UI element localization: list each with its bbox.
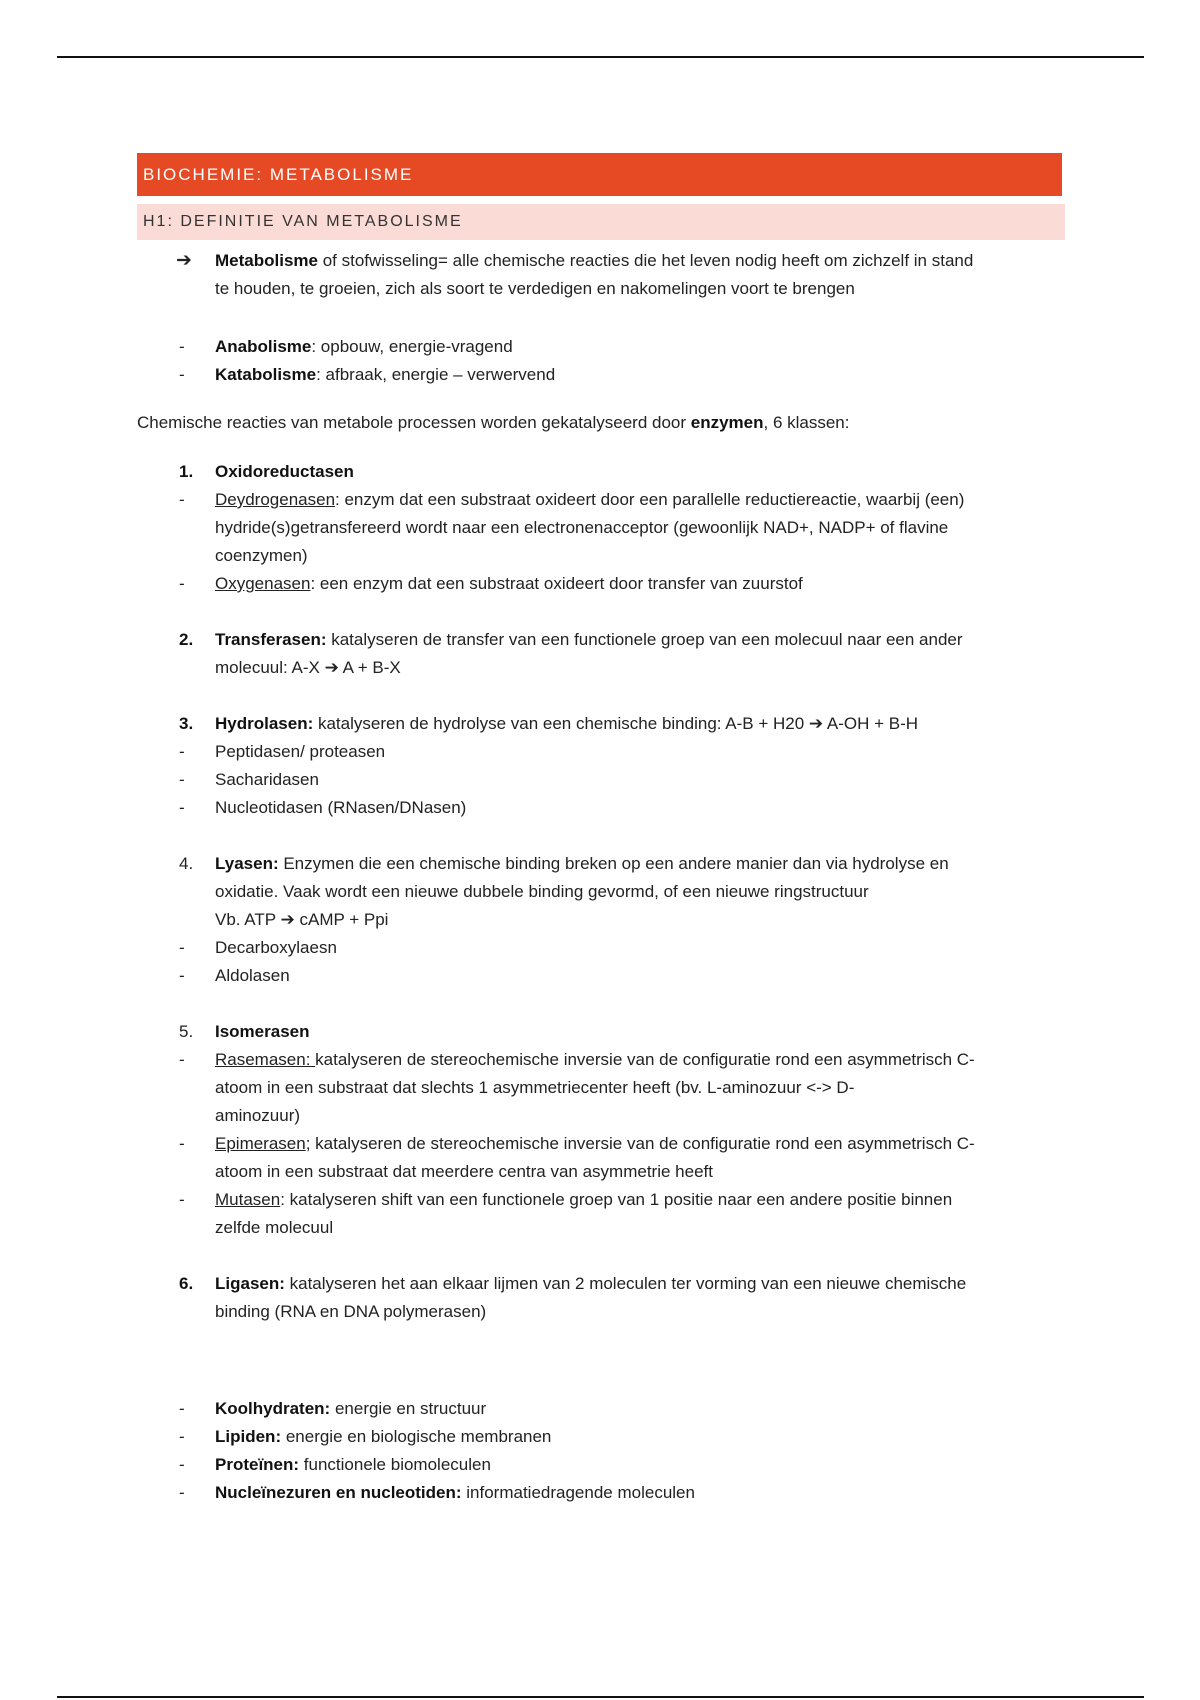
list-item: - Decarboxylaesn bbox=[179, 938, 337, 957]
list-item: - Proteïnen: functionele biomoleculen bbox=[179, 1455, 491, 1474]
list-item: - Nucleïnezuren en nucleotiden: informatiedragende moleculen bbox=[179, 1483, 695, 1502]
term: Metabolisme bbox=[215, 251, 318, 270]
class-heading: 4. Lyasen: Enzymen die een chemische binding breken op een andere manier dan via hydrolyse en bbox=[179, 854, 949, 873]
list-item: - Koolhydraten: energie en structuur bbox=[179, 1399, 487, 1418]
list-item: - Oxygenasen: een enzym dat een substraat oxideert door transfer van zuurstof bbox=[179, 574, 803, 593]
document-title: BIOCHEMIE: METABOLISME bbox=[137, 153, 1065, 196]
class-heading: 1. Oxidoreductasen bbox=[179, 462, 354, 481]
list-item: - Anabolisme: opbouw, energie-vragend bbox=[179, 337, 513, 356]
list-item: - Nucleotidasen (RNasen/DNasen) bbox=[179, 798, 467, 817]
document-body: BIOCHEMIE: METABOLISME H1: DEFINITIE VAN METABOLISME ➔ Metabolisme of stofwisseling= alle chemische reacties die het leven nodig heeft om zichzelf in stand te houden, te groeien, zich als soort te verdedigen en nakomelingen voort te brengen - Anabolisme: opbouw, energie-vragend - Katabolisme: afbraak, energie – verwervend Chemische reacties van metabole processen worden gekatalyseerd door enzymen, 6 klassen: 1. Oxidoreductasen - Deydrogenasen: enzym dat een substraat oxideert door een parallelle reductiereactie, waarbij (een) hydride(s)getransfereerd wordt naar een electronenacceptor (gewoonlijk NAD+, NADP+ of flavine coenzymen) - Oxygenasen: een enzym dat een substraat oxideert door transfer van zuurstof 2. Transferasen: katalyseren de transfer van een functionele groep van een molecuul naar een ander molecuul: A-X ➔ A + B-X 3. Hydrolasen: katalyseren de hydrolyse van een chemische binding: A-B + H20 ➔ A-OH + B-H - Peptidasen/ proteasen - Sacharidasen - Nucleotidasen (RNasen/DNasen) 4. Lyasen: Enzymen die een chemische binding breken op een andere manier dan via hydrolyse en oxidatie. Vaak wordt een nieuwe dubbele binding gevormd, of een nieuwe ringstructuur Vb. ATP ➔ cAMP + Ppi - Decarboxylaesn - Aldolasen 5. Isomerasen - Rasemasen: katalyseren de stereochemische inversie van de configuratie rond een asymmetrisch C- atoom in een substraat dat slechts 1 asymmetriecenter heeft (bv. L-aminozuur <-> D- aminozuur) - Epimerasen; katalyseren de stereochemische inversie van de configuratie rond een asymmetrisch C- atoom in een substraat dat meerdere centra van asymmetrie heeft - Mutasen: katalyseren shift van een functionele groep van 1 positie naar een andere positie binnen zelfde molecuul 6. Ligasen: katalyseren het aan elkaar lijmen van 2 moleculen ter vorming van een nieuwe chemische binding (RNA en DNA polymerasen) - Koolhydraten: energie en structuur - Lipiden: energie en biologische membranen - Proteïnen: functionele biomoleculen - Nucleïnezuren en nucleotiden: informatiedragende moleculen bbox=[137, 153, 1065, 1507]
list-item: - Sacharidasen bbox=[179, 770, 319, 789]
definition-metabolisme: ➔ Metabolisme of stofwisseling= alle chemische reacties die het leven nodig heeft om zichzelf in stand bbox=[137, 247, 1065, 275]
list-item: - Deydrogenasen: enzym dat een substraat oxideert door een parallelle reductiereactie, waarbij (een) bbox=[179, 490, 965, 509]
header-rule bbox=[57, 56, 1144, 58]
class-heading: 3. Hydrolasen: katalyseren de hydrolyse van een chemische binding: A-B + H20 ➔ A-OH + B-H bbox=[179, 714, 919, 733]
chapter-heading: H1: DEFINITIE VAN METABOLISME bbox=[137, 204, 1065, 240]
list-item: - Mutasen: katalyseren shift van een functionele groep van 1 positie naar een andere positie binnen bbox=[179, 1190, 953, 1209]
definition-continued: te houden, te groeien, zich als soort te verdedigen en nakomelingen voort te brengen bbox=[215, 279, 855, 298]
arrow-bullet-icon: ➔ bbox=[176, 250, 192, 271]
footer-rule bbox=[57, 1696, 1144, 1698]
list-item: - Peptidasen/ proteasen bbox=[179, 742, 386, 761]
list-item: - Epimerasen; katalyseren de stereochemische inversie van de configuratie rond een asymmetrisch C- bbox=[179, 1134, 975, 1153]
enzymes-intro: Chemische reacties van metabole processen worden gekatalyseerd door enzymen, 6 klassen: bbox=[137, 413, 850, 432]
list-item: - Aldolasen bbox=[179, 966, 290, 985]
list-item: - Lipiden: energie en biologische membranen bbox=[179, 1427, 552, 1446]
class-heading: 6. Ligasen: katalyseren het aan elkaar lijmen van 2 moleculen ter vorming van een nieuwe chemische bbox=[179, 1274, 967, 1293]
class-heading: 5. Isomerasen bbox=[179, 1022, 310, 1041]
list-item: - Rasemasen: katalyseren de stereochemische inversie van de configuratie rond een asymmetrisch C- bbox=[179, 1050, 975, 1069]
class-heading: 2. Transferasen: katalyseren de transfer van een functionele groep van een molecuul naar een ander bbox=[179, 630, 963, 649]
list-item: - Katabolisme: afbraak, energie – verwervend bbox=[179, 365, 556, 384]
